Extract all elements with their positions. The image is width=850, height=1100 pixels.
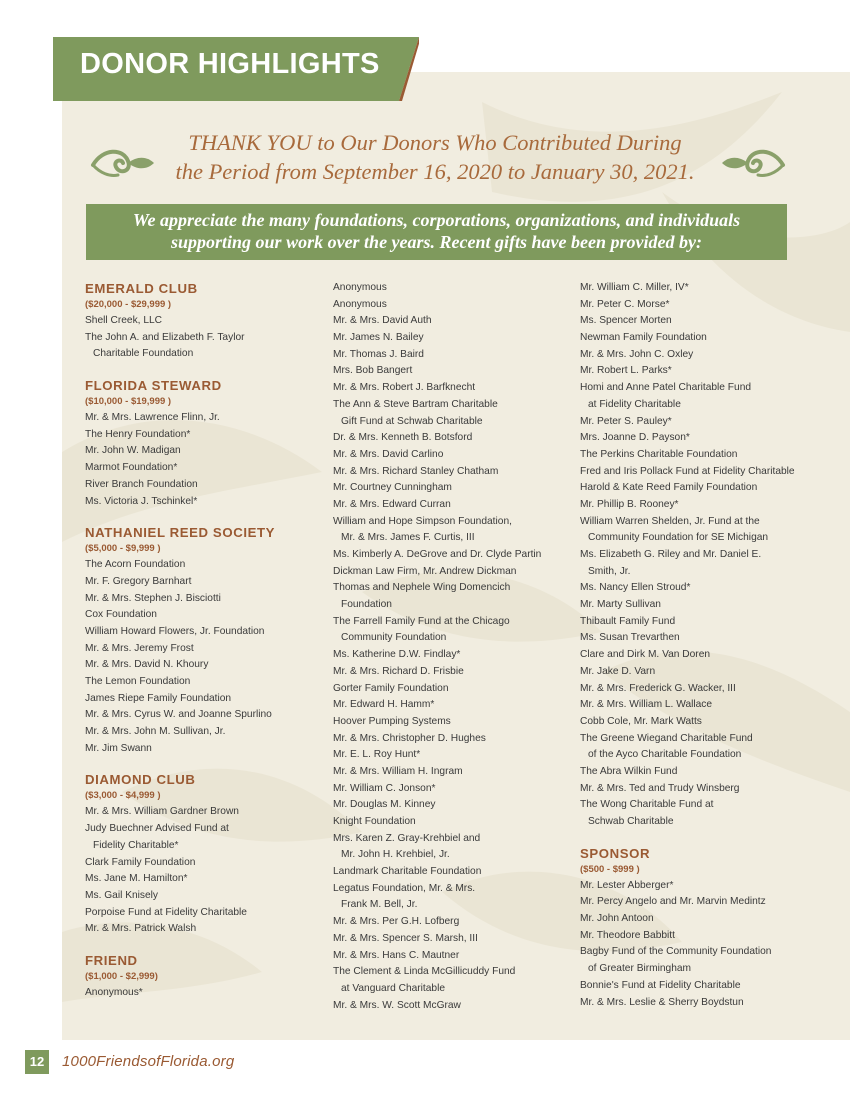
donor-name: Mr. & Mrs. William Gardner Brown (85, 806, 239, 818)
donor-name-continued: Foundation (341, 599, 392, 611)
thank-you-line-1: THANK YOU to Our Donors Who Contributed During (188, 130, 682, 155)
donor-name: Mr. & Mrs. Richard D. Frisbie (333, 665, 464, 677)
donor-name: Mr. Jim Swann (85, 742, 152, 754)
website-url: 1000FriendsofFlorida.org (62, 1053, 235, 1070)
donor-name-continued: Community Foundation for SE Michigan (588, 532, 769, 544)
donor-name: Mr. Percy Angelo and Mr. Marvin Medintz (580, 896, 766, 908)
donor-name: Mr. Peter C. Morse* (580, 298, 670, 310)
donor-name: Bagby Fund of the Community Foundation (580, 946, 772, 958)
donor-name: Legatus Foundation, Mr. & Mrs. (333, 882, 476, 894)
donor-tier-range: ($500 - $999 ) (580, 863, 640, 875)
donor-name: Cobb Cole, Mr. Mark Watts (580, 715, 702, 727)
donor-name: Mr. Theodore Babbitt (580, 929, 675, 941)
page-number: 12 (25, 1050, 49, 1074)
donor-name: Ms. Elizabeth G. Riley and Mr. Daniel E. (580, 549, 762, 560)
donor-name: The Acorn Foundation (85, 559, 186, 571)
donor-column-2 (333, 280, 573, 1014)
donor-tier-range: ($20,000 - $29,999 ) (85, 299, 172, 310)
donor-name: Ms. Jane M. Hamilton* (85, 873, 188, 885)
donor-tier-heading: FRIEND (85, 952, 138, 968)
donor-name: Mr. & Mrs. William L. Wallace (580, 699, 713, 711)
donor-name: Mr. William C. Miller, IV* (580, 282, 689, 293)
donor-name: Mr. & Mrs. Edward Curran (333, 498, 451, 510)
donor-tier-range: ($10,000 - $19,999 ) (85, 396, 172, 408)
donor-name: The Lemon Foundation (85, 676, 191, 687)
donor-name: The John A. and Elizabeth F. Taylor (85, 331, 245, 343)
donor-tier-range: ($3,000 - $4,999 ) (85, 790, 161, 802)
donor-column-3 (580, 280, 840, 1011)
donor-name: The Perkins Charitable Foundation (580, 448, 738, 460)
donor-name: Mr. Jake D. Varn (580, 665, 656, 677)
donor-name: Mr. & Mrs. Frederick G. Wacker, III (580, 682, 736, 694)
donor-name: Bonnie's Fund at Fidelity Charitable (580, 979, 741, 991)
appreciation-text (86, 209, 787, 253)
left-scroll-ornament-icon (88, 143, 158, 183)
donor-name: Ms. Gail Knisely (85, 889, 159, 901)
donor-name: Mr. Lester Abberger* (580, 879, 674, 891)
donor-name: Mr. & Mrs. John M. Sullivan, Jr. (85, 726, 226, 738)
donor-name: Thomas and Nephele Wing Domencich (333, 582, 511, 594)
donor-name: Mr. Thomas J. Baird (333, 348, 424, 360)
donor-name: Ms. Katherine D.W. Findlay* (333, 649, 461, 661)
donor-name: Marmot Foundation* (85, 462, 178, 474)
donor-name: Mr. & Mrs. David Auth (333, 315, 432, 327)
donor-name: Mr. & Mrs. John C. Oxley (580, 348, 694, 360)
donor-name: The Greene Wiegand Charitable Fund (580, 732, 753, 744)
donor-name: Mr. Marty Sullivan (580, 599, 661, 611)
donor-name: The Clement & Linda McGillicuddy Fund (333, 966, 516, 978)
donor-name: Anonymous (333, 298, 387, 310)
donor-name-continued: of Greater Birmingham (588, 963, 692, 975)
donor-name: Anonymous* (85, 986, 143, 998)
donor-name: Mr. John W. Madigan (85, 445, 181, 457)
donor-name: Mr. & Mrs. David N. Khoury (85, 659, 209, 671)
donor-name-continued: Frank M. Bell, Jr. (341, 899, 418, 911)
donor-name: James Riepe Family Foundation (85, 692, 232, 704)
donor-name: The Abra Wilkin Fund (580, 765, 678, 777)
donor-name: Ms. Kimberly A. DeGrove and Dr. Clyde Partin (333, 549, 542, 560)
donor-name: Clark Family Foundation (85, 856, 196, 868)
donor-name: Mrs. Joanne D. Payson* (580, 432, 690, 444)
donor-name: Ms. Spencer Morten (580, 315, 672, 327)
donor-tier-heading: EMERALD CLUB (85, 281, 198, 296)
donor-name-continued: Charitable Foundation (93, 348, 194, 360)
donor-name: Homi and Anne Patel Charitable Fund (580, 382, 752, 394)
donor-name: William Howard Flowers, Jr. Foundation (85, 625, 265, 637)
donor-name: The Henry Foundation* (85, 428, 191, 440)
donor-tier-heading: DIAMOND CLUB (85, 772, 196, 788)
donor-name: The Ann & Steve Bartram Charitable (333, 398, 498, 410)
donor-name: Hoover Pumping Systems (333, 715, 451, 727)
donor-name: Judy Buechner Advised Fund at (85, 823, 229, 835)
donor-name: Mr. & Mrs. William H. Ingram (333, 765, 463, 777)
donor-name-continued: Mr. John H. Krehbiel, Jr. (341, 849, 450, 861)
donor-name: Mr. William C. Jonson* (333, 782, 436, 794)
donor-name: Knight Foundation (333, 816, 416, 827)
donor-tier-range: ($1,000 - $2,999) (85, 970, 158, 982)
donor-name: William and Hope Simpson Foundation, (333, 515, 512, 527)
donor-name: Mrs. Karen Z. Gray-Krehbiel and (333, 832, 481, 844)
appreciation-line-2: supporting our work over the years. Recent gifts have been provided by: (171, 232, 702, 252)
donor-name: Mr. & Mrs. Christopher D. Hughes (333, 732, 486, 744)
donor-name: River Branch Foundation (85, 478, 198, 490)
donor-name-continued: Schwab Charitable (588, 816, 674, 827)
donor-name: Mr. Douglas M. Kinney (333, 799, 436, 811)
donor-name: Mr. Courtney Cunningham (333, 482, 452, 494)
donor-tier-heading: NATHANIEL REED SOCIETY (85, 525, 276, 541)
donor-name: Clare and Dirk M. Van Doren (580, 649, 711, 661)
thank-you-line-2: the Period from September 16, 2020 to January 30, 2021. (175, 159, 695, 184)
donor-name: Landmark Charitable Foundation (333, 866, 482, 878)
donor-name: Mr. & Mrs. Richard Stanley Chatham (333, 465, 499, 477)
donor-name: Mr. & Mrs. Cyrus W. and Joanne Spurlino (85, 709, 272, 721)
appreciation-line-1: We appreciate the many foundations, corporations, organizations, and individuals (132, 210, 741, 230)
donor-name: Mr. & Mrs. Jeremy Frost (85, 642, 194, 654)
donor-name: Dickman Law Firm, Mr. Andrew Dickman (333, 565, 517, 577)
donor-name: Harold & Kate Reed Family Foundation (580, 482, 758, 494)
donor-name: Mr. & Mrs. Stephen J. Bisciotti (85, 592, 221, 604)
donor-name: Fred and Iris Pollack Fund at Fidelity Charitable (580, 465, 795, 477)
donor-name: Anonymous (333, 282, 387, 293)
donor-name: Mr. & Mrs. Per G.H. Lofberg (333, 916, 460, 928)
donor-name: The Farrell Family Fund at the Chicago (333, 615, 510, 627)
donor-name: Newman Family Foundation (580, 332, 707, 344)
donor-name: Mr. Edward H. Hamm* (333, 699, 435, 711)
donor-name-continued: Fidelity Charitable* (93, 839, 179, 851)
page-title: DONOR HIGHLIGHTS (80, 48, 380, 80)
donor-name: Mr. & Mrs. Robert J. Barfknecht (333, 382, 476, 394)
donor-name: Mr. John Antoon (580, 913, 654, 925)
right-scroll-ornament-icon (718, 143, 788, 183)
donor-name: Ms. Nancy Ellen Stroud* (580, 582, 691, 594)
donor-tier-range: ($5,000 - $9,999 ) (85, 543, 161, 555)
donor-name: Mr. & Mrs. Patrick Walsh (85, 923, 197, 935)
donor-name-continued: Community Foundation (341, 632, 447, 644)
donor-name: Mr. & Mrs. Hans C. Mautner (333, 949, 460, 961)
donor-name: Gorter Family Foundation (333, 682, 449, 694)
donor-name: Mr. & Mrs. Ted and Trudy Winsberg (580, 782, 740, 794)
donor-name: Mr. Phillip B. Rooney* (580, 498, 679, 510)
donor-name: Mr. & Mrs. Spencer S. Marsh, III (333, 932, 478, 944)
donor-name: Mr. F. Gregory Barnhart (85, 575, 192, 587)
donor-name: Dr. & Mrs. Kenneth B. Botsford (333, 432, 473, 444)
donor-name: Mr. E. L. Roy Hunt* (333, 749, 421, 761)
donor-name: Mr. & Mrs. Lawrence Flinn, Jr. (85, 412, 220, 424)
donor-name: Thibault Family Fund (580, 615, 676, 627)
donor-name: Ms. Susan Trevarthen (580, 632, 680, 644)
donor-name: Ms. Victoria J. Tschinkel* (85, 495, 198, 507)
donor-name: Mr. & Mrs. Leslie & Sherry Boydstun (580, 996, 744, 1008)
thank-you-heading (160, 128, 710, 186)
donor-name-continued: Gift Fund at Schwab Charitable (341, 415, 483, 427)
donor-name: Cox Foundation (85, 609, 157, 621)
donor-name: Mr. James N. Bailey (333, 332, 424, 344)
donor-name-continued: at Fidelity Charitable (588, 398, 681, 410)
donor-name: Mr. & Mrs. David Carlino (333, 448, 444, 460)
donor-name-continued: Smith, Jr. (588, 565, 631, 577)
donor-tier-heading: SPONSOR (580, 845, 651, 861)
donor-name: Porpoise Fund at Fidelity Charitable (85, 906, 247, 918)
donor-name-continued: of the Ayco Charitable Foundation (588, 749, 742, 761)
donor-name-continued: at Vanguard Charitable (341, 982, 446, 994)
donor-name: Mrs. Bob Bangert (333, 365, 413, 377)
donor-column-1 (85, 280, 325, 1002)
donor-name: William Warren Shelden, Jr. Fund at the (580, 515, 760, 527)
donor-name-continued: Mr. & Mrs. James F. Curtis, III (341, 532, 475, 544)
donor-name: Mr. & Mrs. W. Scott McGraw (333, 999, 461, 1011)
donor-name: The Wong Charitable Fund at (580, 799, 714, 811)
donor-name: Shell Creek, LLC (85, 315, 163, 326)
donor-name: Mr. Peter S. Pauley* (580, 415, 672, 427)
donor-tier-heading: FLORIDA STEWARD (85, 378, 222, 394)
donor-name: Mr. Robert L. Parks* (580, 365, 672, 377)
